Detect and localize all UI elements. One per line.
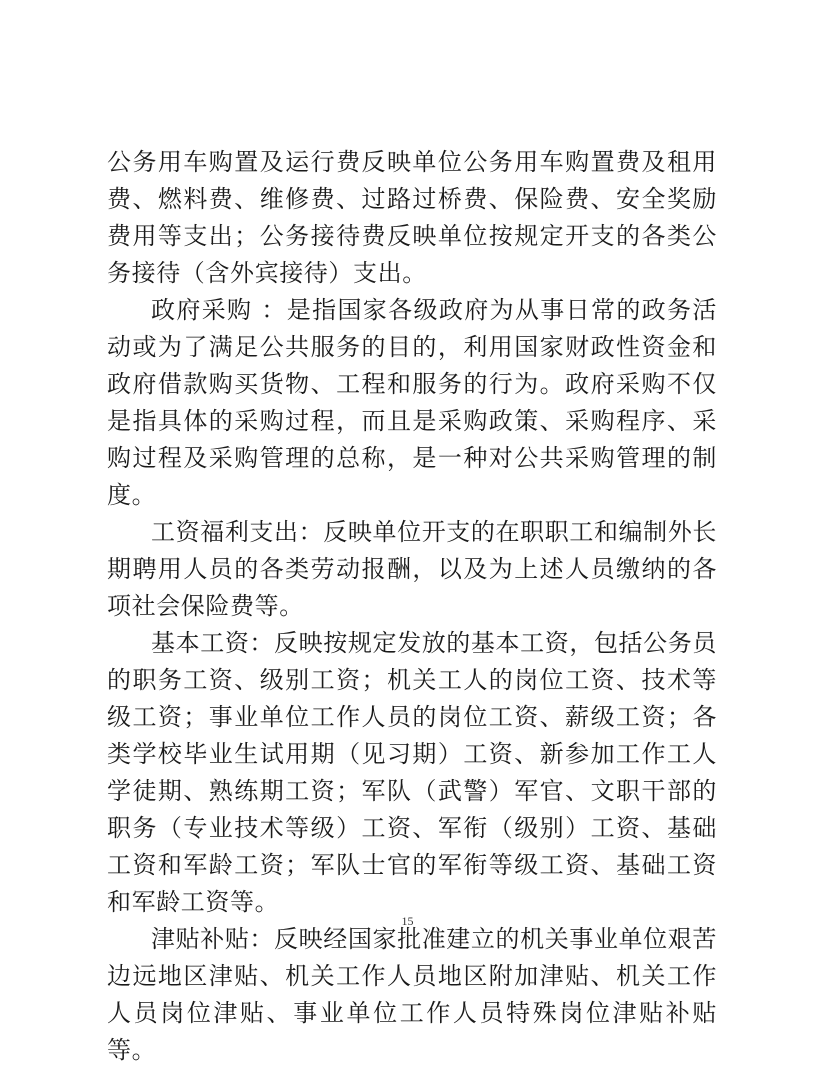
paragraph-allowances-subsidies: 津贴补贴：反映经国家批准建立的机关事业单位艰苦边远地区津贴、机关工作人员地区附加津贴、机关工作人员岗位津贴、事业单位工作人员特殊岗位津贴补贴等。 bbox=[107, 925, 717, 1064]
paragraph-official-vehicle: 公务用车购置及运行费反映单位公务用车购置费及租用费、燃料费、维修费、过路过桥费、保险费、安全奖励费用等支出；公务接待费反映单位按规定开支的各类公务接待（含外宾接待）支出。 bbox=[107, 148, 717, 287]
paragraph-government-procurement: 政府采购 ：是指国家各级政府为从事日常的政务活动或为了满足公共服务的目的，利用国家财政性资金和政府借款购买货物、工程和服务的行为。政府采购不仅是指具体的采购过程，而且是采购政策、采购程序、采购过程及采购管理的总称，是一种对公共采购管理的制度。 bbox=[107, 296, 717, 509]
document-body bbox=[107, 144, 717, 1069]
paragraph-wages-welfare: 工资福利支出：反映单位开支的在职职工和编制外长期聘用人员的各类劳动报酬，以及为上述人员缴纳的各项社会保险费等。 bbox=[107, 518, 717, 620]
page-number: 15 bbox=[401, 914, 414, 928]
paragraph-basic-wages: 基本工资：反映按规定发放的基本工资，包括公务员的职务工资、级别工资；机关工人的岗位工资、技术等级工资；事业单位工作人员的岗位工资、薪级工资；各类学校毕业生试用期（见习期）工资、新参加工作工人学徒期、熟练期工资；军队（武警）军官、文职干部的职务（专业技术等级）工资、军衔（级别）工资、基础工资和军龄工资；军队士官的军衔等级工资、基础工资和军龄工资等。 bbox=[107, 629, 717, 916]
